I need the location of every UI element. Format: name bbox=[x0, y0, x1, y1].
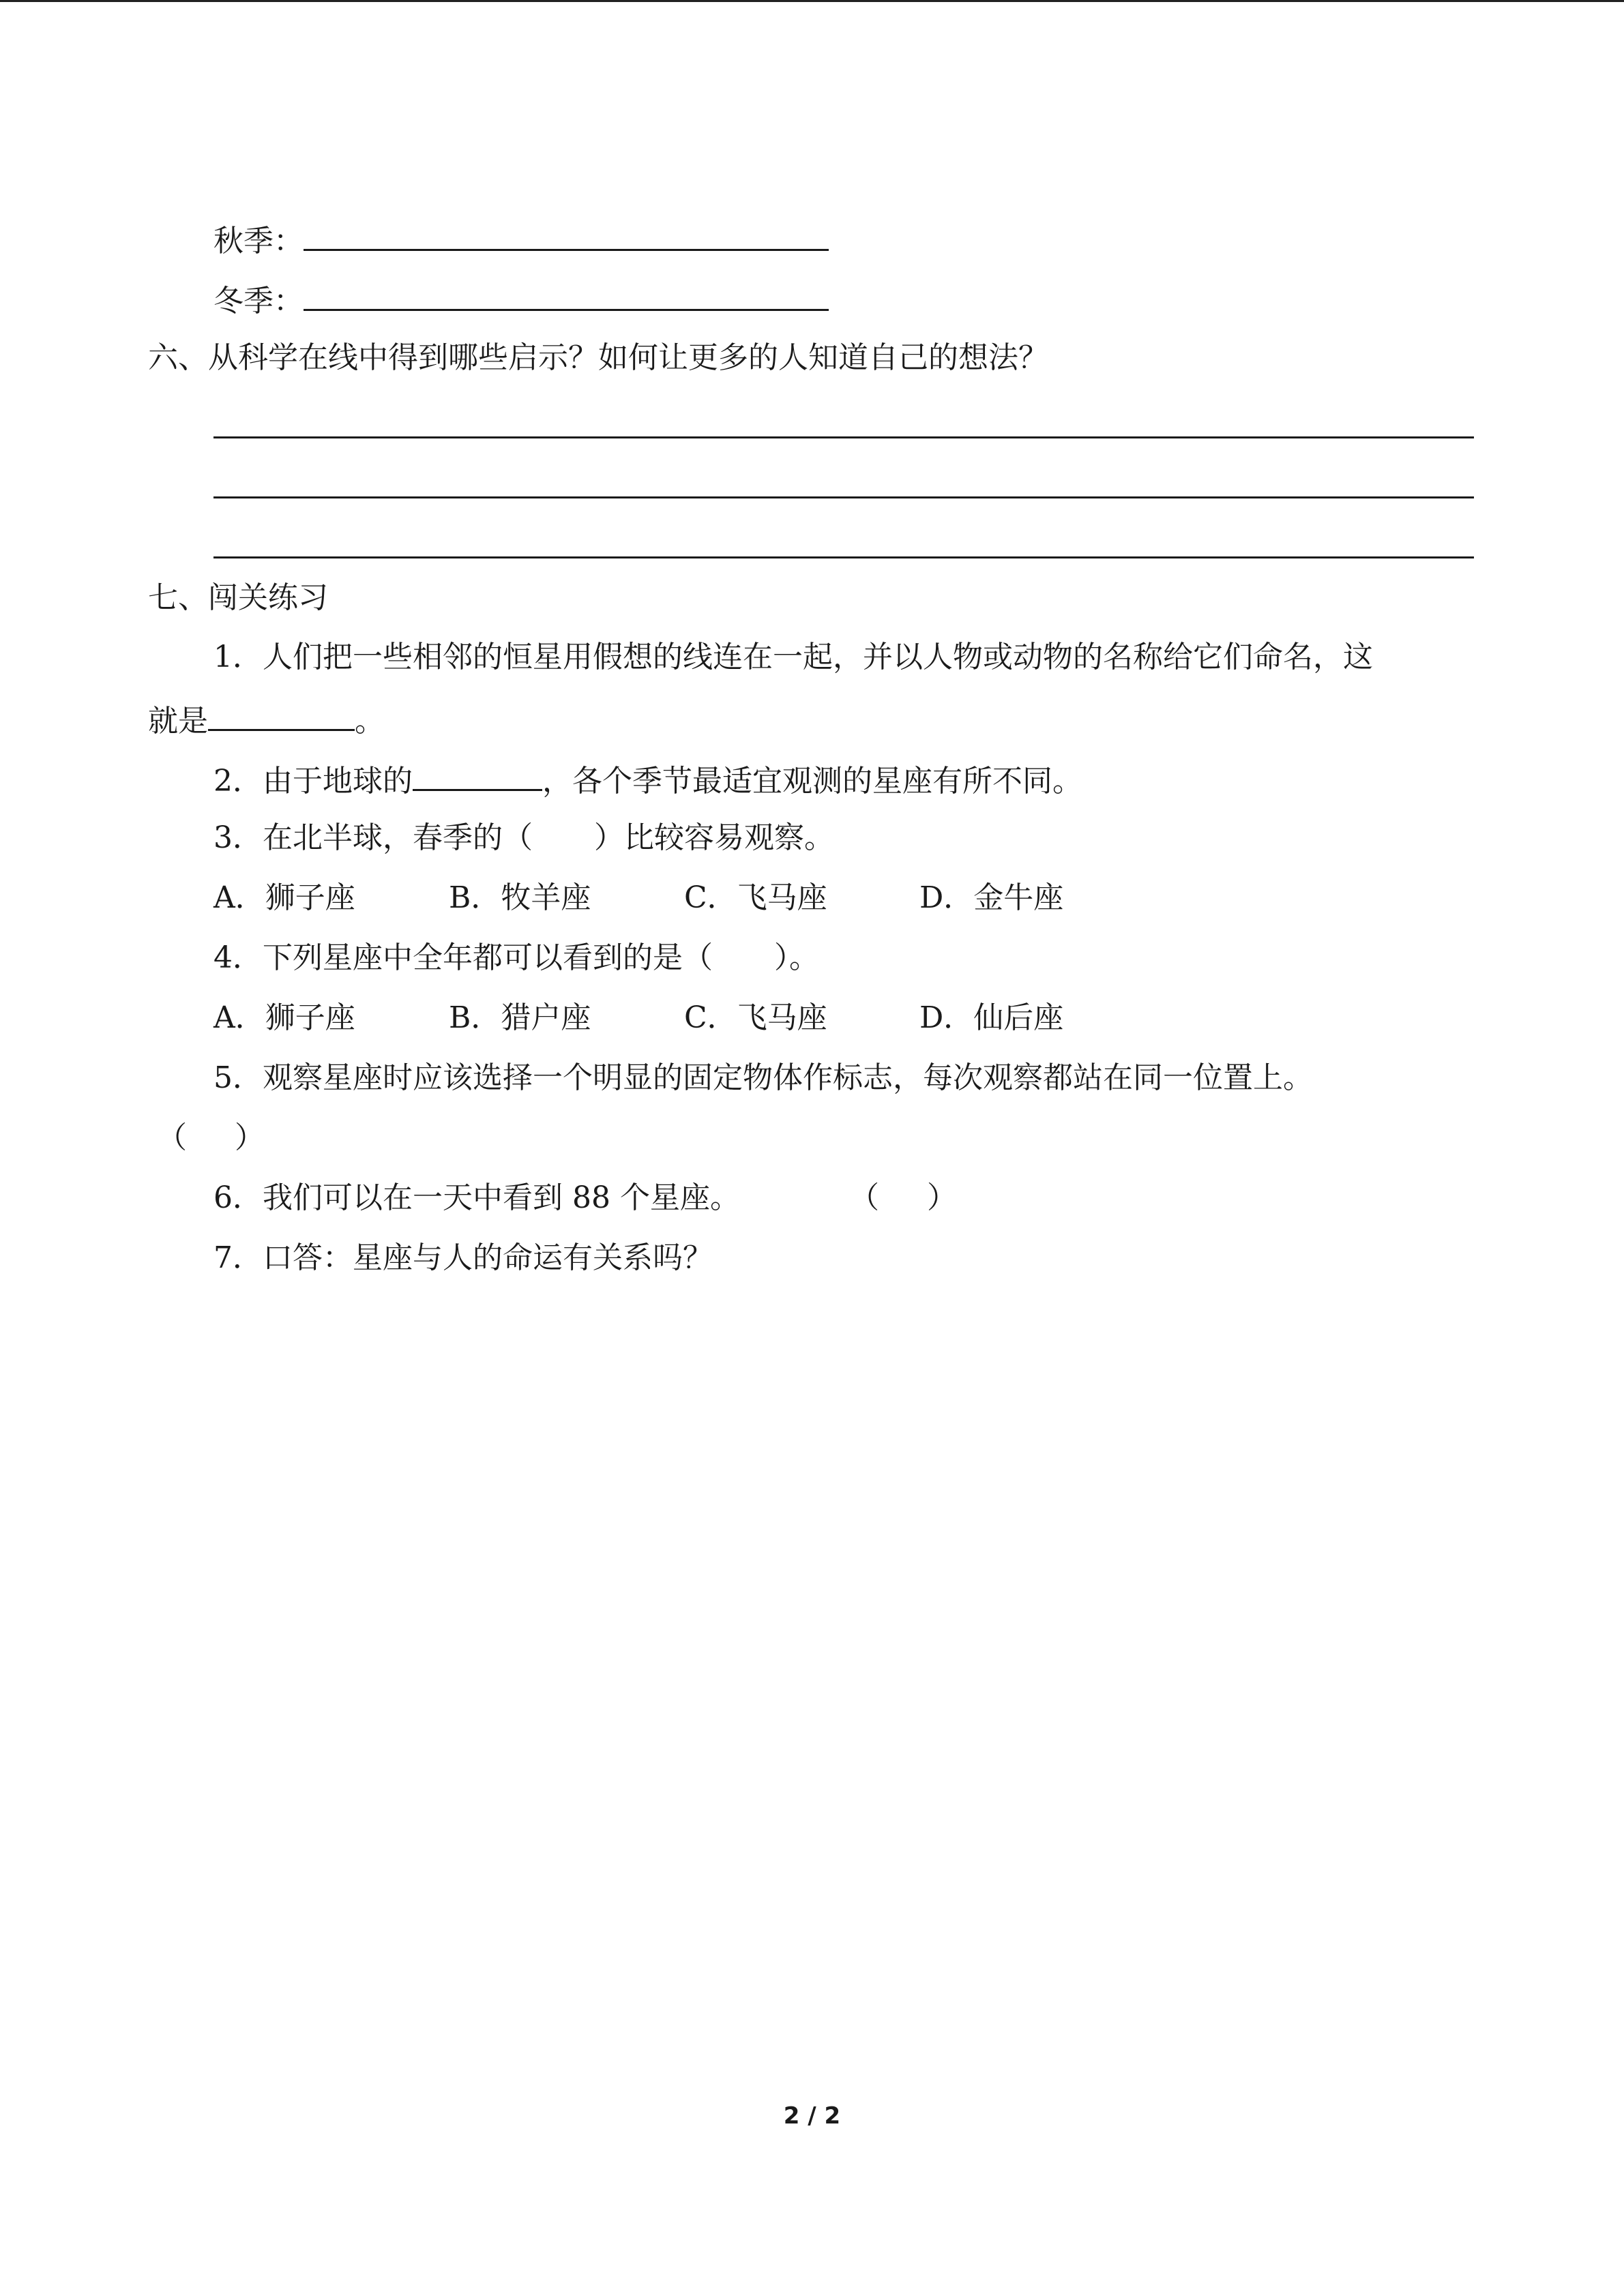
question-2 bbox=[213, 758, 1082, 802]
question-3-suffix: ）比较容易观察。 bbox=[594, 820, 834, 855]
winter-blank[interactable] bbox=[304, 278, 829, 311]
autumn-label: 秋季： bbox=[213, 224, 304, 258]
question-4-options bbox=[213, 998, 1063, 1039]
question-2-suffix: ，各个季节最适宜观测的星座有所不同。 bbox=[542, 764, 1082, 799]
question-3-option-c[interactable]: C．飞马座 bbox=[684, 880, 827, 915]
section7-title: 七、闯关练习 bbox=[148, 580, 328, 615]
section6-answer-line-3[interactable] bbox=[213, 556, 1474, 558]
question-4-suffix: ）。 bbox=[774, 940, 819, 975]
question-1-line-2 bbox=[148, 698, 385, 742]
question-4-option-d[interactable]: D．仙后座 bbox=[919, 1000, 1064, 1035]
question-4-option-c[interactable]: C．飞马座 bbox=[684, 1000, 827, 1035]
question-1-line-1: 1．人们把一些相邻的恒星用假想的线连在一起，并以人物或动物的名称给它们命名，这 bbox=[213, 640, 1373, 674]
question-6-paren-close: ） bbox=[927, 1180, 957, 1215]
question-3 bbox=[213, 818, 834, 859]
question-4-prefix: 4．下列星座中全年都可以看到的是（ bbox=[213, 940, 713, 975]
autumn-row bbox=[213, 218, 829, 262]
question-4-option-b[interactable]: B．猎户座 bbox=[449, 1000, 591, 1035]
question-2-blank[interactable] bbox=[413, 758, 542, 791]
question-1-suffix: 。 bbox=[355, 704, 385, 739]
question-5: 5．观察星座时应该选择一个明显的固定物体作标志，每次观察都站在同一位置上。 bbox=[213, 1060, 1313, 1095]
question-3-option-b[interactable]: B．牧羊座 bbox=[449, 880, 591, 915]
question-3-option-a[interactable]: A．狮子座 bbox=[213, 880, 355, 915]
section6-answer-line-2[interactable] bbox=[213, 496, 1474, 498]
question-6-parens bbox=[849, 1178, 957, 1219]
question-1-prefix: 就是 bbox=[148, 704, 208, 739]
question-6-text: 6．我们可以在一天中看到 88 个星座。 bbox=[213, 1180, 740, 1215]
page-number: 2 / 2 bbox=[783, 2102, 841, 2130]
question-5-paren-open: （ bbox=[157, 1120, 187, 1155]
question-3-prefix: 3．在北半球，春季的（ bbox=[213, 820, 533, 855]
question-6 bbox=[213, 1178, 740, 1219]
question-6-paren-open: （ bbox=[849, 1180, 879, 1215]
question-1-blank[interactable] bbox=[208, 698, 355, 731]
winter-row bbox=[213, 278, 829, 322]
section6-answer-line-1[interactable] bbox=[213, 436, 1474, 438]
question-3-option-d[interactable]: D．金牛座 bbox=[919, 880, 1064, 915]
question-5-parens bbox=[157, 1118, 265, 1159]
question-3-options bbox=[213, 878, 1063, 919]
question-7: 7．口答：星座与人的命运有关系吗？ bbox=[213, 1240, 713, 1275]
autumn-blank[interactable] bbox=[304, 218, 829, 251]
question-2-prefix: 2．由于地球的 bbox=[213, 764, 413, 799]
question-4-option-a[interactable]: A．狮子座 bbox=[213, 1000, 355, 1035]
winter-label: 冬季： bbox=[213, 284, 304, 318]
section6-title: 六、从科学在线中得到哪些启示？如何让更多的人知道自己的想法？ bbox=[148, 340, 1048, 375]
question-5-paren-close: ） bbox=[235, 1120, 265, 1155]
question-4 bbox=[213, 938, 819, 979]
